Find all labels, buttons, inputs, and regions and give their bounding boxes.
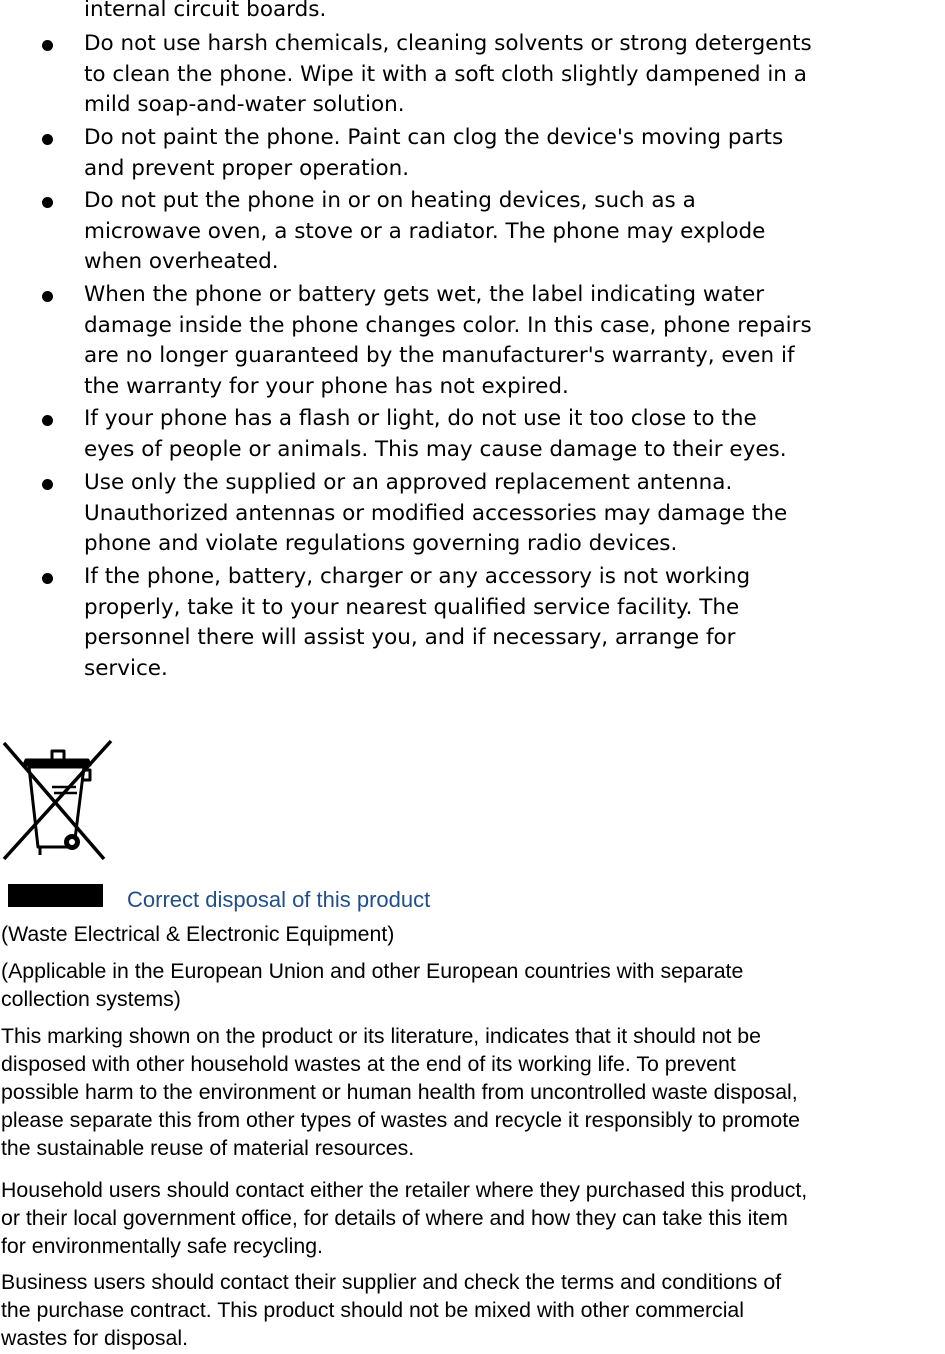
bullet-icon: [42, 291, 53, 302]
business-paragraph: Business users should contact their supplier and check the terms and conditions of the purchase contract. This product should not be mixed with other commercial wastes for disposal.: [1, 1270, 782, 1350]
bullet-icon: [42, 40, 53, 51]
list-item-text: If the phone, battery, charger or any accessory is not working properly, take it to your nearest qualified service facility. The personnel there will assist you, and if necessary, arrange for service.: [84, 564, 751, 681]
applicability-paragraph: (Applicable in the European Union and other European countries with separate collection systems): [1, 959, 744, 1011]
list-item-text: Use only the supplied or an approved replacement antenna. Unauthorized antennas or modified accessories may damage the phone and violate regulations governing radio devices.: [84, 470, 788, 557]
marking-paragraph: This marking shown on the product or its literature, indicates that it should not be disposed with other household wastes at the end of its working life. To prevent possible harm to the environment or human health from uncontrolled waste disposal, please separate this from other types of wastes and recycle it responsibly to promote the sustainable reuse of material resources.: [1, 1024, 801, 1160]
continued-line: internal circuit boards.: [84, 0, 327, 22]
list-item-text: If your phone has a flash or light, do not use it too close to the eyes of people or animals. This may cause damage to their eyes.: [84, 406, 787, 462]
bullet-icon: [42, 134, 53, 145]
weee-black-bar: [8, 884, 103, 907]
crossed-out-wheelie-bin-icon: [0, 735, 115, 865]
household-paragraph: Household users should contact either the retailer where they purchased this product, or their local government office, for details of where and how they can take this item for environmentally safe recycling.: [1, 1178, 808, 1258]
list-item-text: Do not paint the phone. Paint can clog the device's moving parts and prevent proper operation.: [84, 125, 784, 181]
weee-subtitle: (Waste Electrical & Electronic Equipment): [1, 922, 395, 946]
bullet-icon: [42, 415, 53, 426]
disposal-title: Correct disposal of this product: [127, 887, 431, 912]
bullet-icon: [42, 197, 53, 208]
list-item-text: When the phone or battery gets wet, the label indicating water damage inside the phone changes color. In this case, phone repairs are no longer guaranteed by the manufacturer's warranty, even if the warranty for your phone has not expired.: [84, 282, 812, 399]
list-item-text: Do not put the phone in or on heating devices, such as a microwave oven, a stove or a radiator. The phone may explode when overheated.: [84, 188, 766, 275]
bullet-icon: [42, 479, 53, 490]
bullet-icon: [42, 573, 53, 584]
list-item-text: Do not use harsh chemicals, cleaning solvents or strong detergents to clean the phone. Wipe it with a soft cloth slightly dampened in a mild soap-and-water solution.: [84, 31, 812, 118]
